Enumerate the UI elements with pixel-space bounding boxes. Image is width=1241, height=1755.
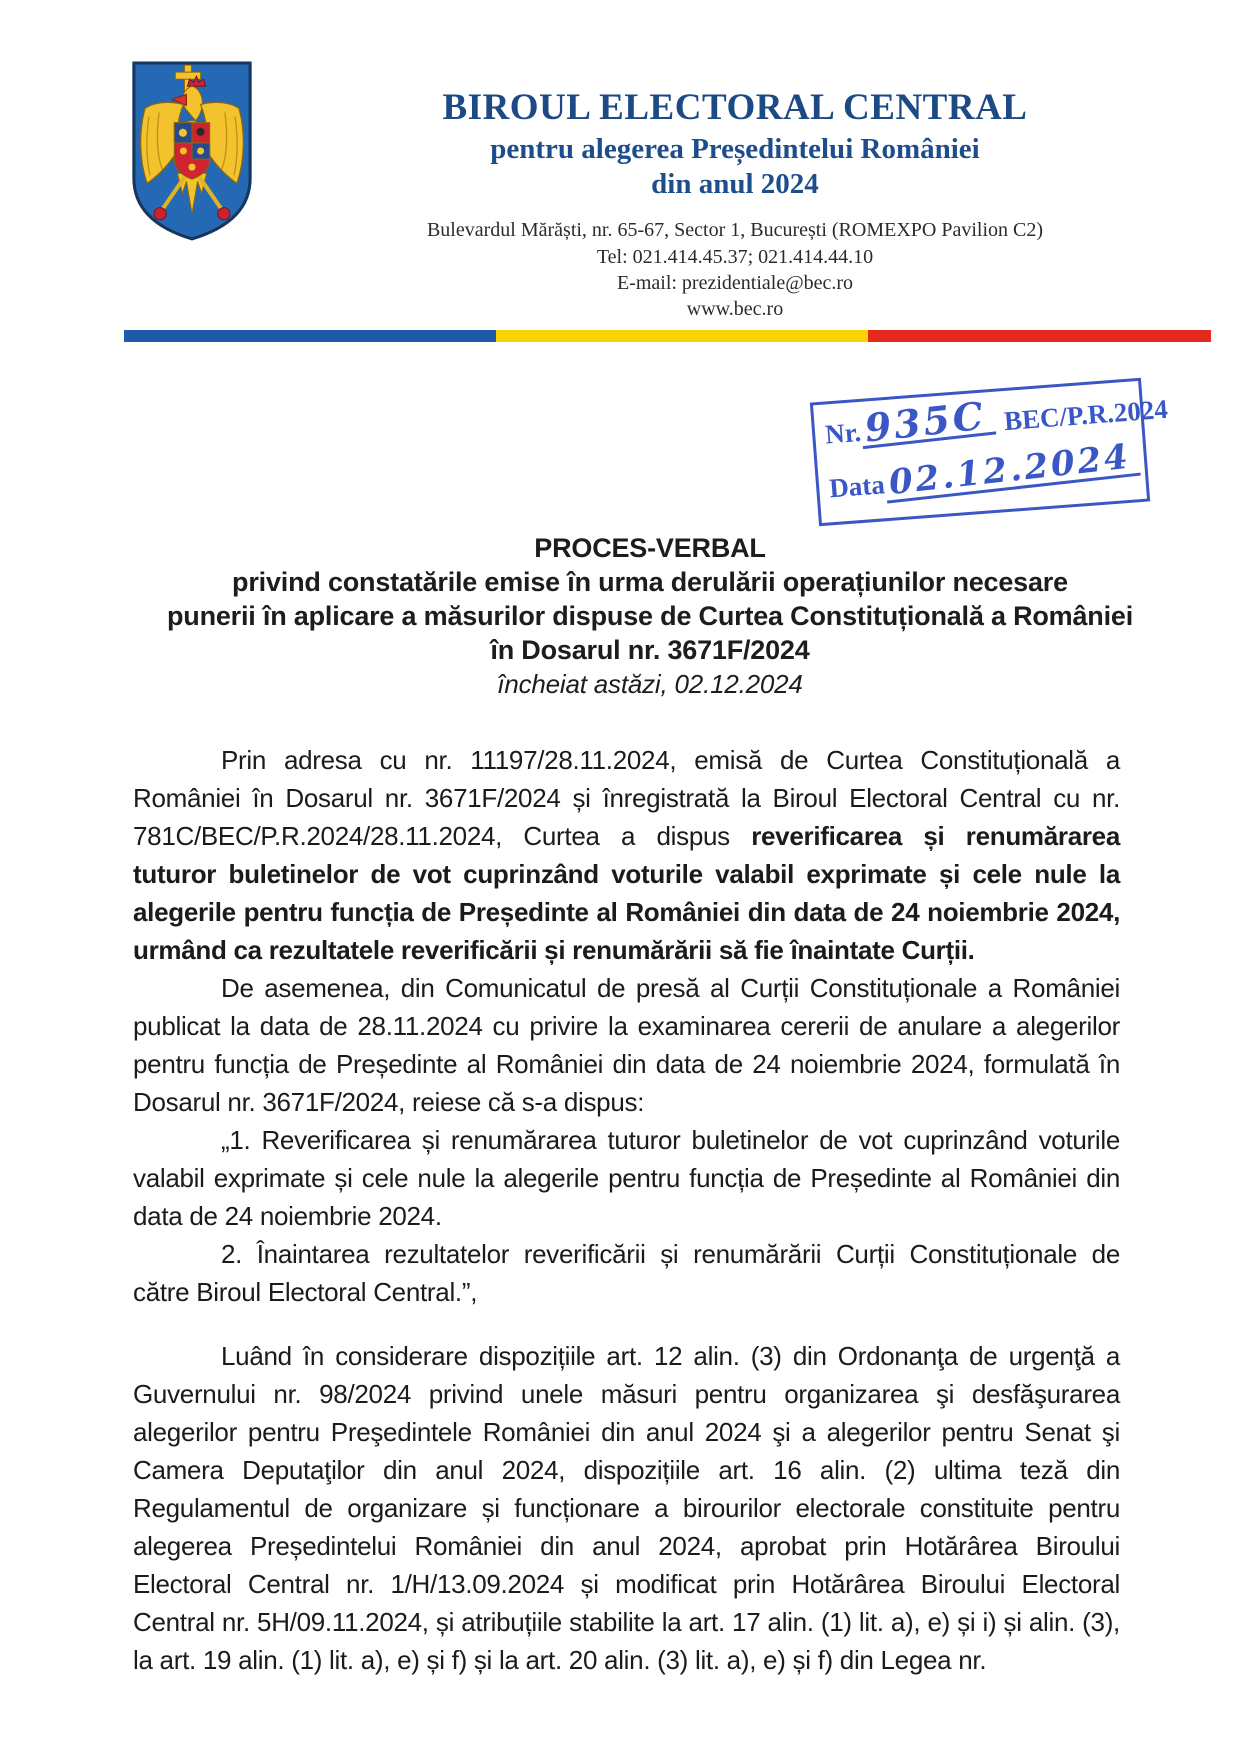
flag-yellow-segment [496,330,868,342]
paragraph-text-bold: reverificarea și renumărarea tuturor buletinelor de vot cuprinzând voturile valabil exprimate și cele nule la alegerile pentru funcția de Președinte al României din data de 24 noiembrie 2024, urmând ca rezultatele reverificării și renumărării să fie înaintate Curții. [133,821,1120,965]
paragraph-text: „1. Reverificarea și renumărarea tuturor buletinelor de vot cuprinzând voturile valabil exprimate și cele nule la alegerile pentru funcția de Președinte al României din data de 24 noiembrie 2024. [133,1125,1120,1231]
registry-stamp [810,378,1169,527]
stamp-registry-code: BEC/P.R.2024 [1002,393,1169,437]
org-phone: Tel: 021.414.45.37; 021.414.44.10 [596,246,874,268]
title-case-number: în Dosarul nr. 3671F/2024 [490,635,810,665]
paragraph [133,1337,1120,1679]
flag-red-segment [868,330,1211,342]
paragraph-text: Luând în considerare dispozițiile art. 12 alin. (3) din Ordonanţa de urgenţă a Guvernului nr. 98/2024 privind unele măsuri pentru organizarea şi desfăşurarea alegerilor pentru Preşedintele României din anul 2024 şi a alegerilor pentru Senat şi Camera Deputaţilor din anul 2024, dispozițiile art. 16 alin. (2) ultima teză din Regulamentul de organizare și funcționare a birourilor electorale constituite pentru alegerea Președintelui României din anul 2024, aprobat prin Hotărârea Biroului Electoral Central nr. 1/H/13.09.2024 și modificat prin Hotărârea Biroului Electoral Central nr. 5H/09.11.2024, și atribuțiile stabilite la art. 17 alin. (1) lit. a), e) și i) și alin. (3), la art. 19 alin. (1) lit. a), e) și f) și la art. 20 alin. (3) lit. a), e) și f) din Legea nr. [133,1341,1120,1675]
org-subtitle-year: din anul 2024 [651,168,819,200]
tricolor-rule [124,330,1211,342]
title-date-line: încheiat astăzi, 02.12.2024 [497,669,803,699]
title-subject-line2: punerii în aplicare a măsurilor dispuse de Curtea Constituțională a României [166,601,1134,631]
org-address: Bulevardul Mărăști, nr. 65-67, Sector 1, București (ROMEXPO Pavilion C2) [426,219,1044,241]
inner-shield [174,123,209,180]
paragraph-text: 2. Înaintarea rezultatelor reverificării și renumărării Curții Constituționale de către Biroul Electoral Central.”, [133,1239,1120,1307]
org-name: BIROUL ELECTORAL CENTRAL [442,87,1028,128]
stamp-nr-value-handwritten: 935C [859,398,996,449]
document-title: PROCES-VERBAL [534,533,766,563]
org-website: www.bec.ro [686,298,784,320]
stamp-nr-label: Nr. [824,416,863,450]
org-email: E-mail: prezidentiale@bec.ro [616,272,854,294]
paragraph [133,969,1120,1121]
document-body [133,741,1120,1679]
paragraph [133,741,1120,969]
title-subject-line1: privind constatările emise în urma derulării operațiunilor necesare [232,567,1068,597]
flag-blue-segment [124,330,496,342]
stamp-date-label: Data [828,469,886,504]
document-title-block [108,531,1192,701]
paragraph [133,1121,1120,1235]
paragraph [133,1235,1120,1311]
org-subtitle: pentru alegerea Președintelui României [490,133,980,165]
stamp-date-value-handwritten: 02.12.2024 [883,439,1140,504]
paragraph-text: De asemenea, din Comunicatul de presă al Curții Constituționale a României publicat la data de 28.11.2024 cu privire la examinarea cererii de anulare a alegerilor pentru funcția de Președinte al României din data de 24 noiembrie 2024, formulată în Dosarul nr. 3671F/2024, reiese că s-a dispus: [133,973,1120,1117]
paragraph-text: Prin adresa cu nr. 11197/28.11.2024, emisă de Curtea Constituțională a României în Dosarul nr. 3671F/2024 și înregistrată la Biroul Electoral Central cu nr. 781C/BEC/P.R.2024/28.11.2024, Curtea a dispus [133,745,1120,851]
